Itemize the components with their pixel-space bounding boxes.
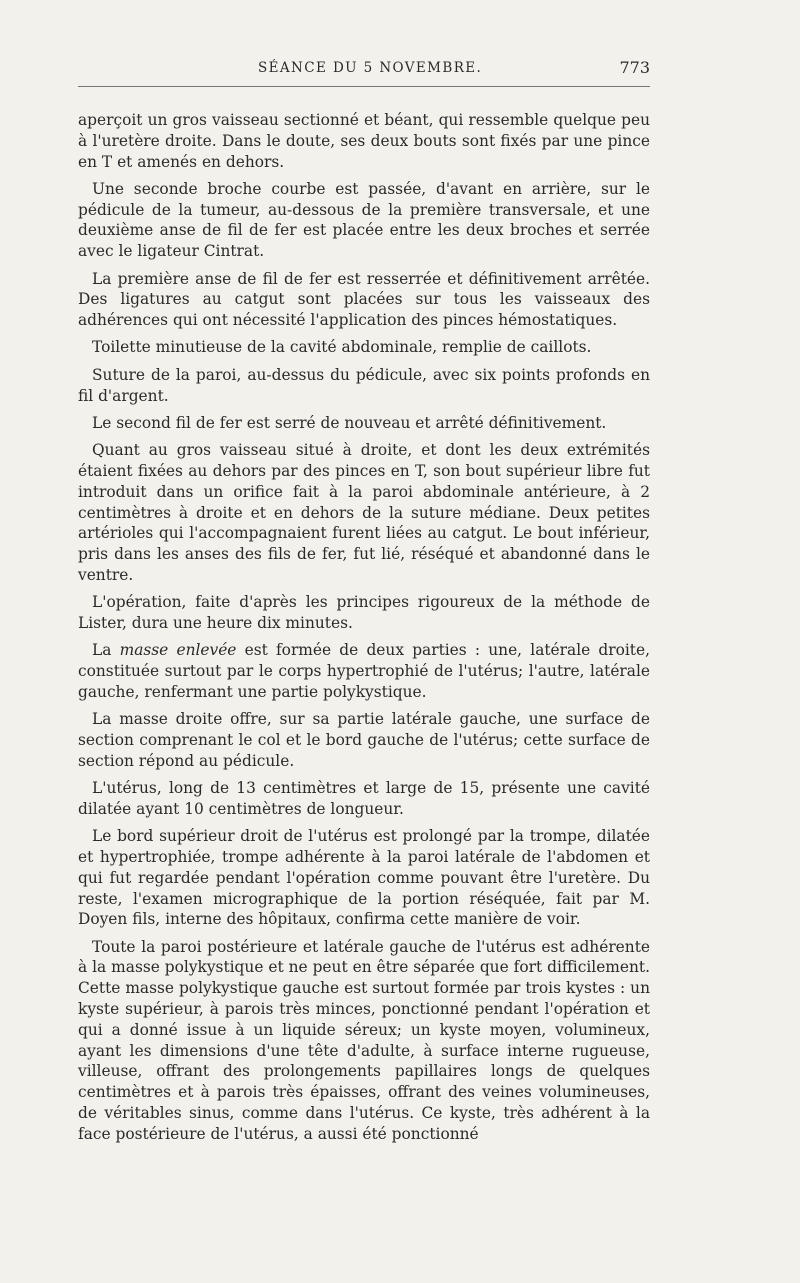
running-head-title: SÉANCE DU 5 NOVEMBRE. [258, 60, 483, 76]
paragraph-2: Une seconde broche courbe est passée, d'avant en arrière, sur le pédicule de la tumeur, au-dessous de la première transversale, et une deuxième anse de fil de fer est placée entre les deux broches et serrée avec le ligateur Cintrat. [78, 179, 650, 261]
paragraph-8: L'opération, faite d'après les principes rigoureux de la méthode de Lister, dura une heure dix minutes. [78, 593, 650, 633]
paragraph-12: Le bord supérieur droit de l'utérus est prolongé par la trompe, dilatée et hypertrophiée, trompe adhérente à la paroi latérale de l'abdomen et qui fut regardée pendant l'opération comme pouvant être l'uretère. Du reste, l'examen micrographique de la portion réséquée, fait par M. Doyen fils, interne des hôpitaux, confirma cette manière de voir. [78, 827, 650, 929]
paragraph-masse [78, 640, 650, 702]
paragraph-4: Toilette minutieuse de la cavité abdominale, remplie de caillots. [92, 338, 592, 357]
masse-lead: La [92, 641, 120, 660]
paragraph-11: L'utérus, long de 13 centimètres et large de 15, présente une cavité dilatée ayant 10 centimètres de longueur. [78, 779, 650, 818]
paragraph-6: Le second fil de fer est serré de nouveau et arrêté définitivement. [92, 413, 607, 432]
running-head [78, 58, 650, 84]
masse-italic-term: masse enlevée [119, 641, 237, 660]
masse-rest: est formée de deux parties : une, latérale droite, constituée surtout par le corps hypertrophié de l'utérus; l'autre, latérale gauche, renfermant une partie polykystique. [78, 641, 650, 701]
paragraph-5: Suture de la paroi, au-dessus du pédicule, avec six points profonds en fil d'argent. [78, 365, 650, 405]
header-rule [78, 86, 650, 87]
paragraph-10: La masse droite offre, sur sa partie latérale gauche, une surface de section comprenant le col et le bord gauche de l'utérus; cette surface de section répond au pédicule. [78, 710, 650, 770]
body-text [78, 110, 650, 1151]
paragraph-3: La première anse de fil de fer est resserrée et définitivement arrêtée. Des ligatures au catgut sont placées sur tous les vaisseaux des adhérences qui ont nécessité l'application des pinces hémostatiques. [78, 269, 650, 330]
paragraph-13: Toute la paroi postérieure et latérale gauche de l'utérus est adhérente à la masse polykystique et ne peut en être séparée que fort difficilement. Cette masse polykystique gauche est surtout formée par trois kystes : un kyste supérieur, à parois très minces, ponctionné pendant l'opération et qui a donné issue à un liquide séreux; un kyste moyen, volumineux, ayant les dimensions d'une tête d'adulte, à surface interne rugueuse, villeuse, offrant des prolongements papillaires longs de quelques centimètres et à parois très épaisses, offrant des veines volumineuses, de véritables sinus, comme dans l'utérus. Ce kyste, très adhérent à la face postérieure de l'utérus, a aussi été ponctionné [78, 937, 650, 1143]
paragraph-7: Quant au gros vaisseau situé à droite, et dont les deux extrémités étaient fixées au dehors par des pinces en T, son bout supérieur libre fut introduit dans un orifice fait à la paroi abdominale antérieure, à 2 centimètres à droite et en dehors de la suture médiane. Deux petites artérioles qui l'accompagnaient furent liées au catgut. Le bout inférieur, pris dans les anses des fils de fer, fut lié, réséqué et abandonné dans le ventre. [78, 441, 650, 584]
page-number: 773 [619, 58, 650, 77]
paragraph-1: aperçoit un gros vaisseau sectionné et béant, qui ressemble quelque peu à l'uretère droite. Dans le doute, ses deux bouts sont fixés par une pince en T et amenés en dehors. [78, 111, 650, 171]
